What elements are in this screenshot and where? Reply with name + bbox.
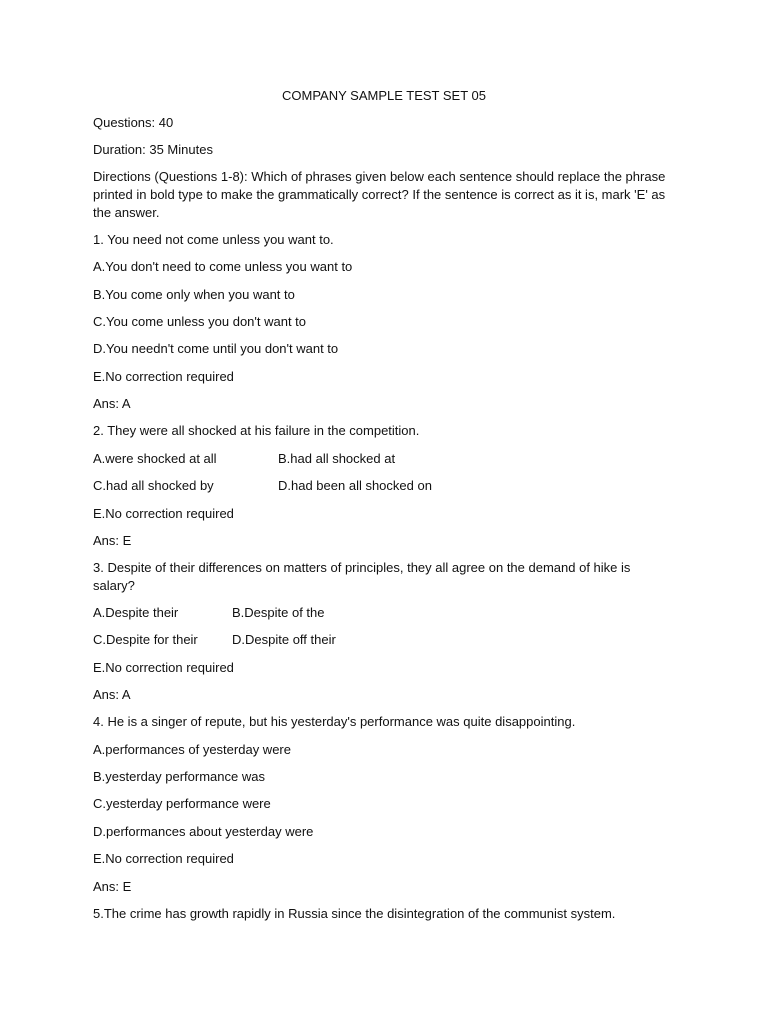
question-3-option-e: E.No correction required <box>93 660 234 675</box>
question-1-option-c: C.You come unless you don't want to <box>93 314 307 329</box>
question-2-text: 2. They were all shocked at his failure in the competition. <box>93 423 420 438</box>
question-4-answer: Ans: E <box>93 879 132 894</box>
question-4-option-b: B.yesterday performance was <box>93 769 265 784</box>
question-5-text: 5.The crime has growth rapidly in Russia since the disintegration of the communist system. <box>93 906 616 921</box>
question-3-option-a: A.Despite their <box>93 605 179 620</box>
question-2-answer: Ans: E <box>93 533 132 548</box>
question-2-option-e: E.No correction required <box>93 506 234 521</box>
document-title: COMPANY SAMPLE TEST SET 05 <box>282 88 486 103</box>
questions-count: Questions: 40 <box>93 115 174 130</box>
question-2-option-c: C.had all shocked by <box>93 478 214 493</box>
question-3-text: 3. Despite of their differences on matters of principles, they all agree on the demand of hike is salary? <box>93 560 631 593</box>
question-1-option-d: D.You needn't come until you don't want to <box>93 341 339 356</box>
question-2-option-d: D.had been all shocked on <box>278 478 432 493</box>
question-4-option-a: A.performances of yesterday were <box>93 742 291 757</box>
question-1-option-e: E.No correction required <box>93 369 234 384</box>
question-1-text: 1. You need not come unless you want to. <box>93 232 334 247</box>
question-4-text: 4. He is a singer of repute, but his yesterday's performance was quite disappointing. <box>93 714 576 729</box>
directions: Directions (Questions 1-8): Which of phrases given below each sentence should replace the phrase printed in bold type to make the grammatically correct? If the sentence is correct as it is, mark 'E' as the answer. <box>93 169 666 220</box>
question-1-option-b: B.You come only when you want to <box>93 287 295 302</box>
question-4-option-d: D.performances about yesterday were <box>93 824 314 839</box>
question-1-option-a: A.You don't need to come unless you want to <box>93 259 353 274</box>
question-3-option-c: C.Despite for their <box>93 632 198 647</box>
question-3-option-b: B.Despite of the <box>232 605 325 620</box>
question-2-option-b: B.had all shocked at <box>278 451 396 466</box>
question-4-option-c: C.yesterday performance were <box>93 796 271 811</box>
question-4-option-e: E.No correction required <box>93 851 234 866</box>
question-1-answer: Ans: A <box>93 396 131 411</box>
question-3-option-d: D.Despite off their <box>232 632 336 647</box>
question-3-answer: Ans: A <box>93 687 131 702</box>
duration: Duration: 35 Minutes <box>93 142 213 157</box>
question-2-option-a: A.were shocked at all <box>93 451 217 466</box>
